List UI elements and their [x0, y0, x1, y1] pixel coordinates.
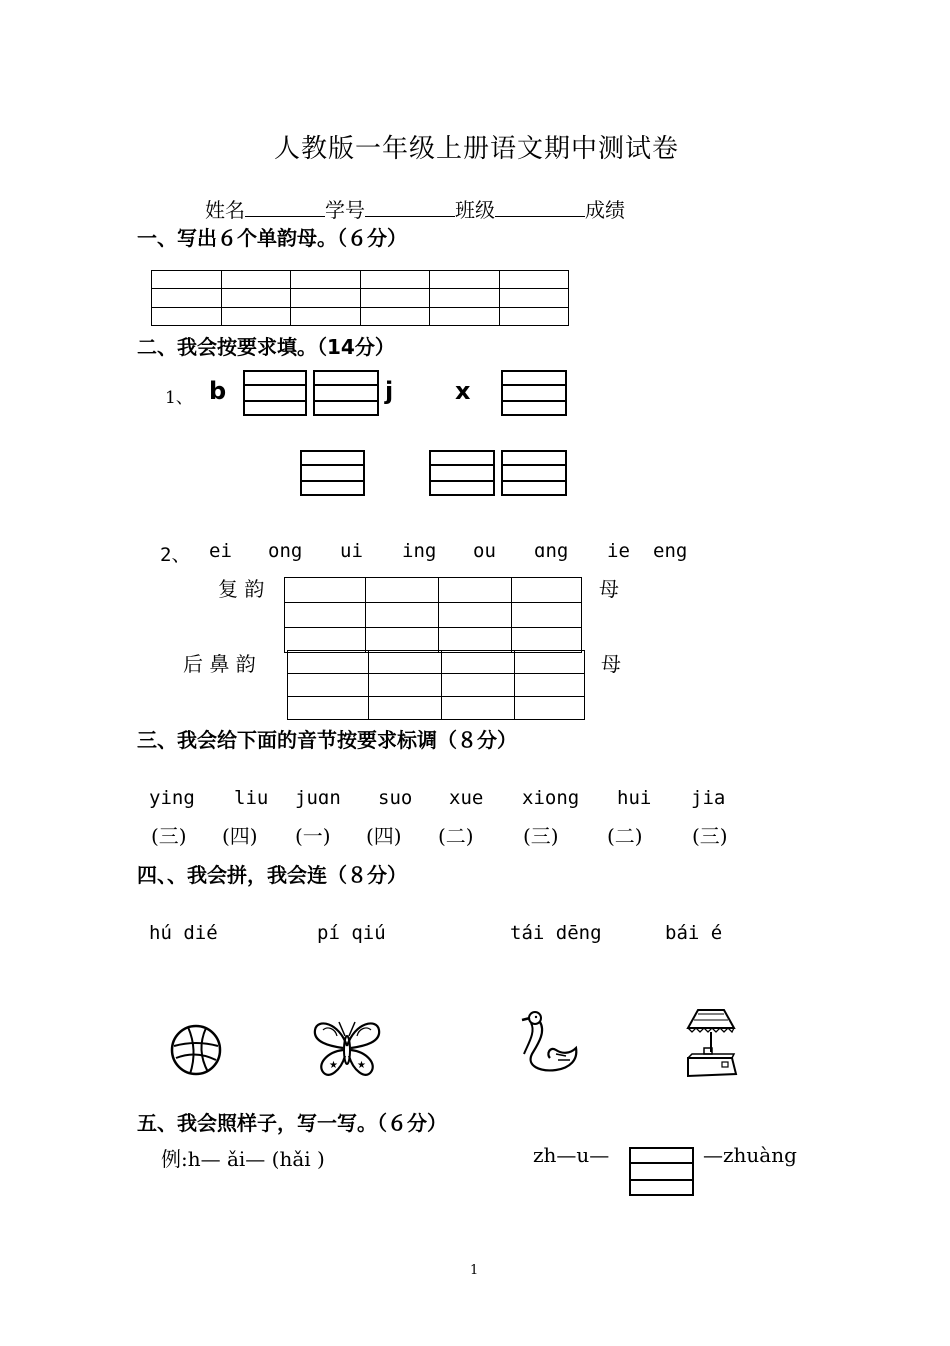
svg-text:★: ★	[329, 1060, 338, 1071]
svg-text:★: ★	[357, 1060, 366, 1071]
compound-vowel-label: 复 韵	[218, 577, 265, 601]
class-blank[interactable]	[495, 198, 585, 217]
name-blank[interactable]	[245, 198, 325, 217]
example-text: 例:h— ǎi— (hǎi )	[161, 1147, 325, 1171]
section-5-heading: 五、我会照样子，写一写。（６分）	[137, 1111, 447, 1135]
tone-hint: (一)	[295, 824, 331, 848]
page-number: 1	[470, 1263, 479, 1278]
compound-vowel-suffix: 母	[599, 577, 619, 601]
syllable: ɑng	[534, 540, 569, 562]
task-left-text: zh—u—	[533, 1143, 610, 1167]
answer-box[interactable]	[300, 450, 365, 496]
letter-x: x	[455, 377, 471, 405]
syllable: jia	[691, 787, 726, 809]
number-blank[interactable]	[365, 198, 455, 217]
number-label: 学号	[325, 198, 365, 222]
page-title: 人教版一年级上册语文期中测试卷	[274, 134, 680, 164]
syllable: juɑn	[295, 787, 341, 809]
section-1-heading: 一、写出６个单韵母。（６分）	[137, 226, 407, 250]
goose-icon[interactable]	[516, 1008, 580, 1076]
section-2-heading: 二、我会按要求填。（14分）	[137, 335, 395, 359]
syllable: xue	[449, 787, 484, 809]
pinyin-word[interactable]: tái dēng	[510, 922, 602, 944]
score-label: 成绩	[585, 198, 625, 222]
syllable: ing	[402, 540, 437, 562]
syllable: suo	[378, 787, 413, 809]
task-right-text: —zhuàng	[703, 1143, 797, 1167]
student-info-line	[205, 194, 625, 223]
letter-b: b	[209, 377, 227, 405]
class-label: 班级	[455, 198, 495, 222]
tone-hint: (四)	[366, 824, 402, 848]
butterfly-icon[interactable]	[309, 1016, 385, 1082]
syllable: liu	[234, 787, 269, 809]
pinyin-word[interactable]: bái é	[665, 922, 723, 944]
compound-vowel-grid[interactable]	[284, 577, 582, 653]
section-4-heading: 四、、我会拼，我会连（８分）	[137, 863, 407, 887]
pinyin-word[interactable]: pí qiú	[317, 922, 386, 944]
tone-hint: (二)	[438, 824, 474, 848]
answer-box[interactable]	[429, 450, 495, 496]
answer-box[interactable]	[501, 370, 567, 416]
syllable: eng	[653, 540, 688, 562]
tone-hint: (三)	[692, 824, 728, 848]
vowel-writing-grid[interactable]	[151, 270, 569, 326]
syllable: xiong	[522, 787, 580, 809]
answer-box[interactable]	[243, 370, 307, 416]
answer-box[interactable]	[629, 1147, 694, 1196]
tone-hint: (三)	[523, 824, 559, 848]
syllable: ou	[473, 540, 496, 562]
tone-hint: (三)	[151, 824, 187, 848]
syllable: ying	[149, 787, 195, 809]
tone-hint: (四)	[222, 824, 258, 848]
pinyin-word[interactable]: hú dié	[149, 922, 218, 944]
back-nasal-suffix: 母	[601, 652, 621, 676]
syllable: ui	[340, 540, 363, 562]
syllable: ie	[607, 540, 630, 562]
syllable: ong	[268, 540, 303, 562]
answer-box[interactable]	[501, 450, 567, 496]
answer-box[interactable]	[313, 370, 379, 416]
section-3-heading: 三、我会给下面的音节按要求标调（８分）	[137, 728, 517, 752]
tone-hint: (二)	[607, 824, 643, 848]
question-1-index: 1、	[165, 388, 193, 408]
lamp-icon[interactable]	[682, 1006, 740, 1080]
back-nasal-grid[interactable]	[287, 650, 585, 720]
back-nasal-label: 后 鼻 韵	[183, 652, 256, 676]
syllable: ei	[209, 540, 232, 562]
basketball-icon[interactable]	[168, 1022, 224, 1078]
name-label: 姓名	[205, 198, 245, 222]
syllable: hui	[617, 787, 652, 809]
question-2-index: 2、	[160, 544, 191, 566]
letter-j: j	[385, 377, 394, 405]
